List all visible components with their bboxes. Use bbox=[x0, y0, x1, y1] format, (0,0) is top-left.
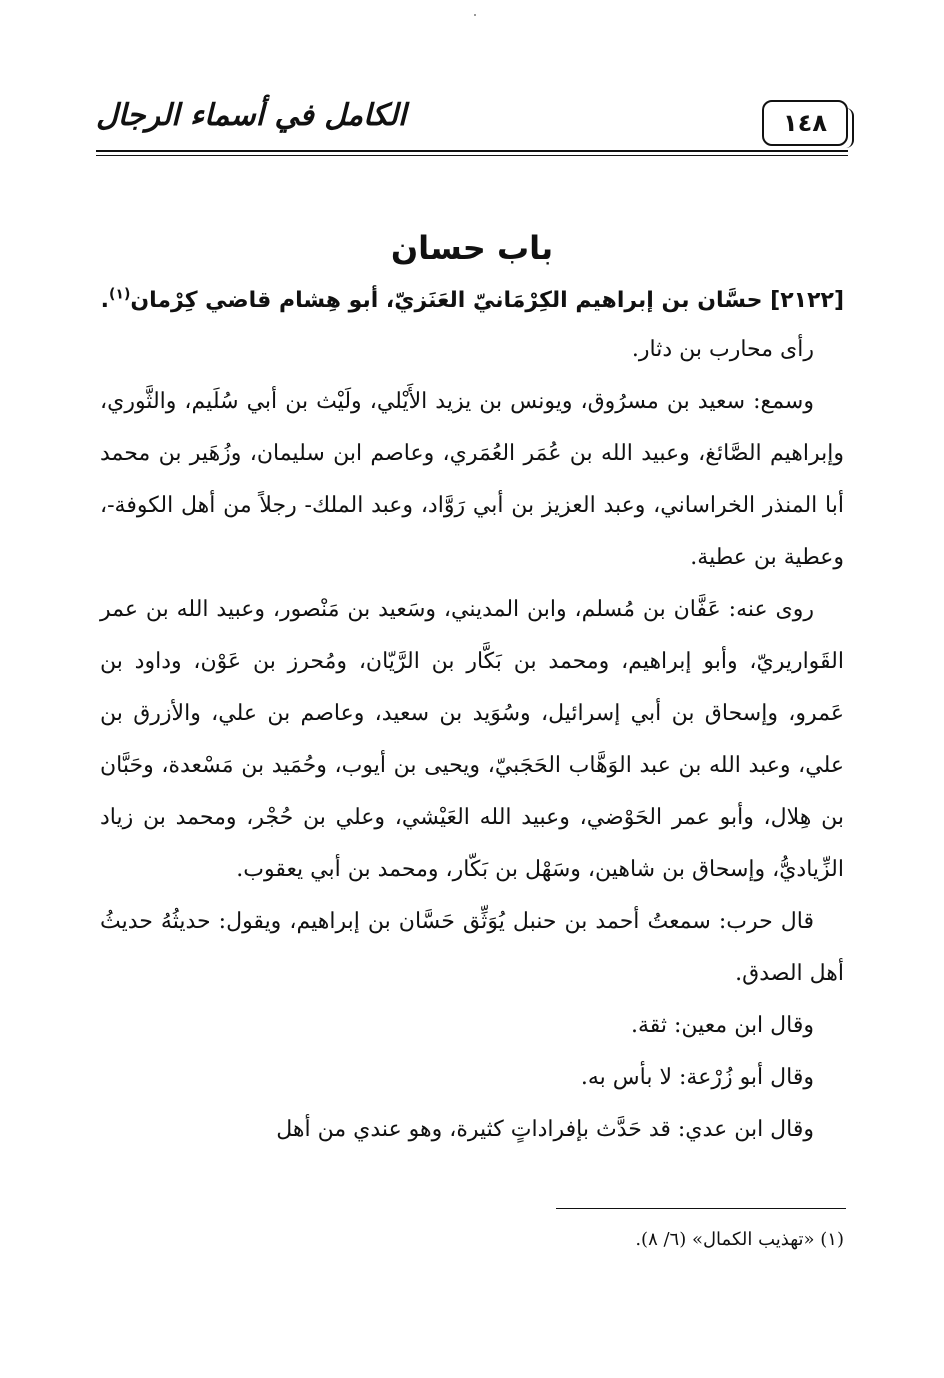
header-rule-thin bbox=[96, 155, 848, 156]
scan-mark bbox=[474, 14, 476, 16]
chapter-title: باب حسان bbox=[390, 229, 554, 267]
footnote-separator bbox=[556, 1208, 846, 1209]
paragraph-ibn-adi: وقال ابن عدي: قد حَدَّث بإفراداتٍ كثيرة، وهو عندي من أهل bbox=[276, 1117, 814, 1142]
paragraph-narrated: روى عنه: عَفَّان بن مُسلم، وابن المديني، وسَعيد بن مَنْصور، وعبيد الله بن عمر القَواريريّ، وأبو إبراهيم، ومحمد بن بَكَّار بن الرَّيّان، ومُحرز بن عَوْن، وداود بن عَمرو، وإسحاق بن أبي إسرائيل، وسُوَيد بن سعيد، وعاصم بن علي، والأزرق بن علي، وعبد الله بن عبد الوَهَّاب الحَجَبيّ، ويحيى بن أيوب، وحُمَيد بن مَسْعدة، وحَبَّان بن هِلال، وأبو عمر الحَوْضي، وعبيد الله العَيْشي، وعلي بن حُجْر، ومحمد بن زياد الزِّياديُّ، وإسحاق بن شاهين، وسَهْل بن بَكّار، ومحمد بن أبي يعقوب. bbox=[100, 597, 844, 882]
paragraph-saw: رأى محارب بن دثار. bbox=[631, 337, 814, 362]
paragraph-ibn-main: وقال ابن معين: ثقة. bbox=[630, 1013, 814, 1038]
main-text bbox=[100, 226, 844, 1156]
header-rule bbox=[96, 150, 848, 152]
running-title: الكامل في أسماء الرجال bbox=[96, 98, 407, 133]
entry-heading-end: . bbox=[100, 288, 109, 313]
footnote-ref: (١) bbox=[108, 286, 131, 303]
footnote: (١) «تهذيب الكمال» (٦/ ٨). bbox=[635, 1229, 844, 1250]
paragraph-harb: قال حرب: سمعتُ أحمد بن حنبل يُوَثِّق حَسَّان بن إبراهيم، ويقول: حديثُهُ حديثُ أهل الصدق. bbox=[100, 909, 844, 986]
page-number: ١٤٨ bbox=[762, 100, 848, 146]
entry-heading bbox=[100, 278, 844, 324]
page-header bbox=[96, 92, 848, 156]
paragraph-abu-zura: وقال أبو زُرْعة: لا بأس به. bbox=[580, 1065, 814, 1090]
entry-heading-text: [٢١٢٢] حسَّان بن إبراهيم الكِرْمَانيّ العَنَزيّ، أبو هِشام قاضي كِرْمان bbox=[130, 288, 844, 313]
paragraph-heard: وسمع: سعيد بن مسرُوق، ويونس بن يزيد الأَيْلي، ولَيْث بن أبي سُلَيم، والثَّوري، وإبراهيم الصَّائغ، وعبيد الله بن عُمَر العُمَري، وعاصم ابن سليمان، وزُهَير بن محمد أبا المنذر الخراساني، وعبد العزيز بن أبي رَوَّاد، وعبد الملك- رجلاً من أهل الكوفة-، وعطية بن عطية. bbox=[100, 389, 844, 570]
